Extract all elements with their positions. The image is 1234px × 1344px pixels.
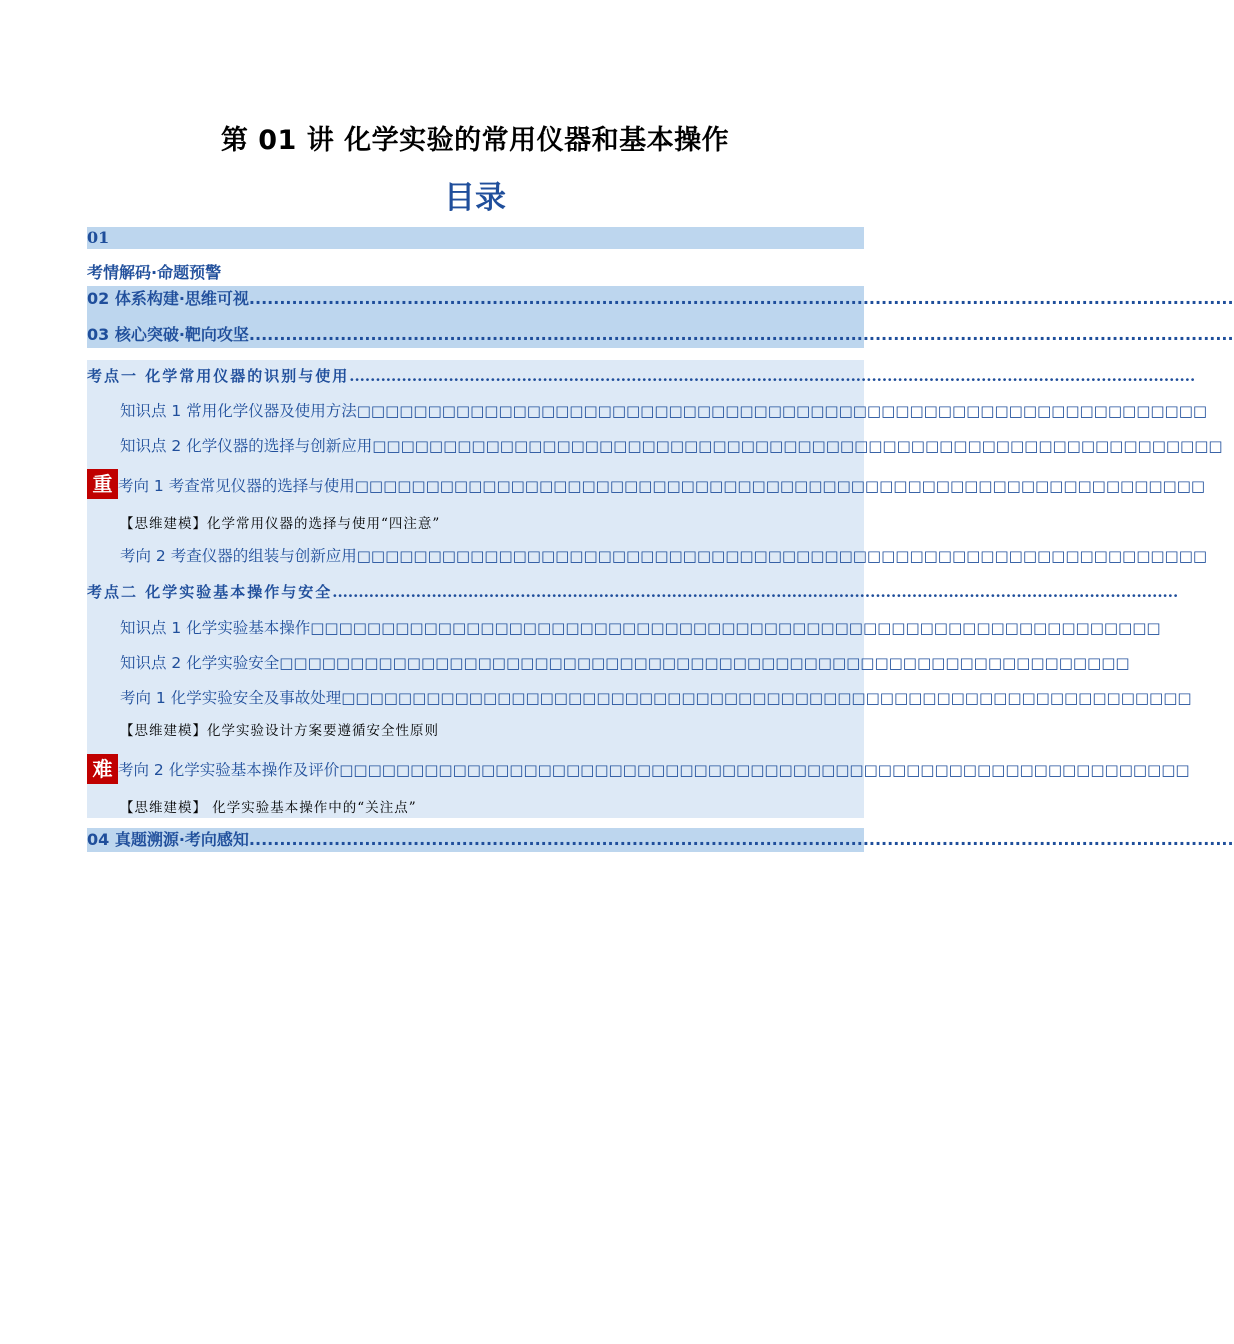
toc-item-p2-k2[interactable] [87, 650, 1130, 676]
toc-point-2[interactable] [87, 580, 1179, 604]
leader-dots: .................................................................................................................................................................. [248, 325, 1234, 344]
toc-model-p2-m2[interactable] [87, 797, 864, 819]
leader-boxes: □□□□□□□□□□□□□□□□□□□□□□□□□□□□□□□□□□□□□□□□□□□□□□□□□□□□□□□□□□□□ [310, 619, 1161, 637]
toc-model-p2-m1[interactable] [87, 720, 864, 742]
item-p1-k2-label: 知识点 2 化学仪器的选择与创新应用 [120, 437, 373, 455]
badge-nan: 难 [87, 754, 118, 784]
point-2-label: 考点二 化学实验基本操作与安全 [87, 583, 333, 601]
leader-boxes: □□□□□□□□□□□□□□□□□□□□□□□□□□□□□□□□□□□□□□□□□□□□□□□□□□□□□□□□□□□□ [354, 477, 1206, 495]
toc-item-p2-t2[interactable] [118, 757, 1190, 783]
toc-item-p2-t1[interactable] [87, 685, 1192, 711]
toc-item-p1-k2[interactable] [87, 433, 1223, 459]
toc-item-p2-k1[interactable] [87, 615, 1161, 641]
toc-point-1[interactable] [87, 364, 1196, 388]
item-p2-t1-label: 考向 1 化学实验安全及事故处理 [120, 689, 342, 707]
toc-item-p1-k1[interactable] [87, 398, 1208, 424]
toc-section-03[interactable] [87, 322, 1234, 348]
toc-item-p1-t2[interactable] [87, 543, 1208, 569]
item-p1-t2-label: 考向 2 考查仪器的组装与创新应用 [120, 547, 357, 565]
toc-section-04[interactable] [87, 828, 1234, 852]
model-p1-m1-label: 【思维建模】化学常用仪器的选择与使用“四注意” [120, 516, 441, 532]
toc-title: 目录 [444, 180, 506, 216]
toc-section-02[interactable] [87, 286, 1234, 312]
item-p2-t2-label: 考向 2 化学实验基本操作及评价 [118, 761, 340, 779]
badge-zhong: 重 [87, 469, 118, 499]
toc-model-p1-m1[interactable] [87, 513, 864, 535]
leader-dots: .................................................................................................................................................................. [248, 289, 1234, 308]
toc-section-01[interactable] [87, 227, 864, 249]
leader-boxes: □□□□□□□□□□□□□□□□□□□□□□□□□□□□□□□□□□□□□□□□□□□□□□□□□□□□□□□□□□□□ [372, 437, 1223, 455]
section-03-label: 03 核心突破·靶向攻坚 [87, 325, 249, 344]
leader-boxes: □□□□□□□□□□□□□□□□□□□□□□□□□□□□□□□□□□□□□□□□□□□□□□□□□□□□□□□□□□□□ [356, 402, 1208, 420]
leader-dots: .................................................................................................................................................................. [332, 583, 1179, 601]
section-04-label: 04 真题溯源·考向感知 [87, 830, 249, 849]
item-p1-k1-label: 知识点 1 常用化学仪器及使用方法 [120, 402, 357, 420]
item-p1-t1-label: 考向 1 考查常见仪器的选择与使用 [118, 477, 355, 495]
leader-boxes: □□□□□□□□□□□□□□□□□□□□□□□□□□□□□□□□□□□□□□□□□□□□□□□□□□□□□□□□□□□□ [339, 761, 1190, 779]
leader-boxes: □□□□□□□□□□□□□□□□□□□□□□□□□□□□□□□□□□□□□□□□□□□□□□□□□□□□□□□□□□□□ [356, 547, 1208, 565]
leader-dots: .................................................................................................................................................................. [349, 367, 1196, 385]
leader-boxes: □□□□□□□□□□□□□□□□□□□□□□□□□□□□□□□□□□□□□□□□□□□□□□□□□□□□□□□□□□□□ [279, 654, 1130, 672]
item-p2-k1-label: 知识点 1 化学实验基本操作 [120, 619, 311, 637]
item-p2-k2-label: 知识点 2 化学实验安全 [120, 654, 280, 672]
document-title: 第 01 讲 化学实验的常用仪器和基本操作 [220, 125, 730, 156]
section-02-label: 02 体系构建·思维可视 [87, 289, 249, 308]
toc-section-01-label[interactable] [87, 262, 864, 284]
model-p2-m2-label: 【思维建模】 化学实验基本操作中的“关注点” [120, 800, 417, 816]
model-p2-m1-label: 【思维建模】化学实验设计方案要遵循安全性原则 [120, 723, 439, 739]
section-01-label: 考情解码·命题预警 [87, 263, 222, 282]
point-1-label: 考点一 化学常用仪器的识别与使用 [87, 367, 350, 385]
leader-dots: .................................................................................................................................................................. [248, 830, 1234, 849]
toc-item-p1-t1[interactable] [118, 473, 1206, 499]
section-01-number: 01 [87, 228, 110, 247]
leader-boxes: □□□□□□□□□□□□□□□□□□□□□□□□□□□□□□□□□□□□□□□□□□□□□□□□□□□□□□□□□□□□ [341, 689, 1192, 707]
